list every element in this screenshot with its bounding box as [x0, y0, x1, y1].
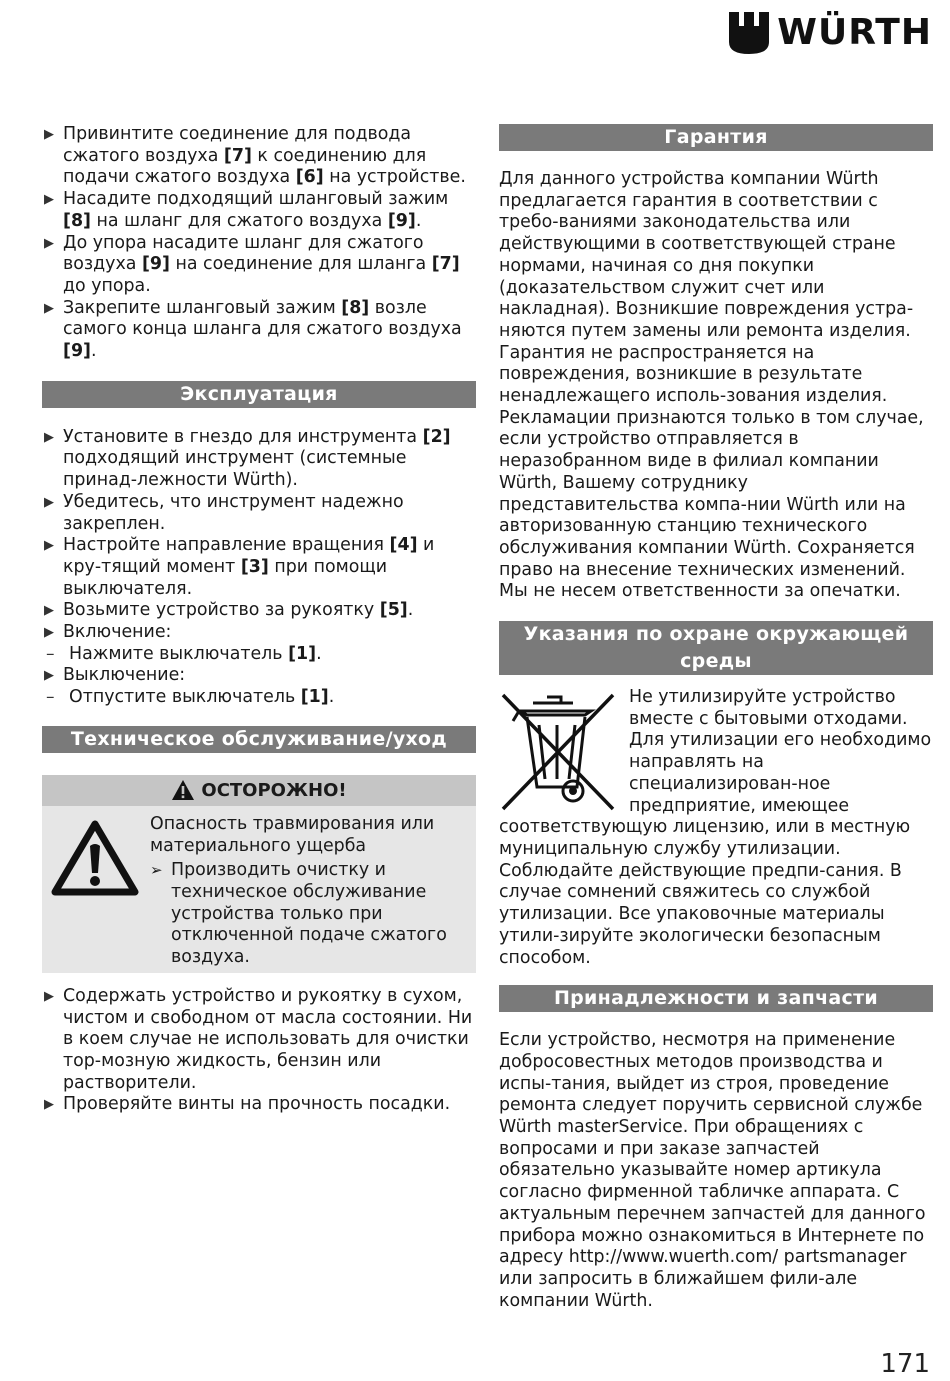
caution-instruction-text: Производить очистку и техническое обслуживание устройства только при отключенной подаче сжатого воздуха. — [171, 860, 447, 968]
list-item-text: Насадите подходящий шланговый зажим — [63, 189, 449, 210]
triangle-bullet-icon: ▶ — [44, 127, 54, 142]
list-item — [42, 687, 476, 709]
part-reference: [1] — [300, 687, 329, 708]
list-item — [42, 1094, 476, 1116]
environment-text: Не утилизируйте устройство вместе с бытовыми отходами. Для утилизации его необходимо направлять на специализирован-ное предприятие, имеющее соответствующую лицензию, или в местную муниципальную службу утилизации. Соблюдайте действующие предпи-сания. В случае сомнений свяжитесь со службой утилизации. Все упаковочные материалы утили-зируйте экологически безопасным способом. — [499, 687, 932, 968]
list-item — [42, 492, 476, 535]
list-item — [42, 124, 476, 189]
section-heading-maintenance: Техническое обслуживание/уход — [42, 726, 476, 753]
triangle-bullet-icon: ▶ — [44, 668, 54, 684]
list-item — [42, 986, 476, 1095]
part-reference: [8] — [63, 210, 91, 231]
environment-block — [499, 687, 933, 969]
wurth-logo — [729, 12, 932, 54]
part-reference: [6] — [295, 167, 324, 188]
list-item-text: при помощи выключателя. — [63, 556, 388, 599]
list-item-text: . — [91, 341, 97, 362]
list-item-text: Убедитесь, что инструмент надежно закреплен. — [63, 491, 404, 534]
crossed-out-wheelie-bin-icon — [499, 691, 617, 813]
triangle-bullet-icon: ▶ — [44, 625, 54, 641]
list-item-text: до упора. — [63, 275, 151, 296]
triangle-bullet-icon: ▶ — [44, 300, 54, 316]
list-item-text: Проверяйте винты на прочность посадки. — [63, 1094, 451, 1115]
maintenance-instructions — [42, 986, 476, 1116]
caution-body — [42, 806, 476, 973]
caution-text-block — [150, 814, 466, 969]
list-item-text: Выключение: — [63, 665, 186, 686]
section-heading-parts: Принадлежности и запчасти — [499, 985, 933, 1012]
logo-text: WÜRTH — [777, 12, 932, 53]
triangle-bullet-icon: ▶ — [44, 192, 54, 208]
list-item-text: Возьмите устройство за рукоятку — [63, 600, 380, 621]
list-item-text: Содержать устройство и рукоятку в сухом, чистом и свободном от масла состоянии. Ни в коем случае не использовать для очистки тор-мозную жидкость, бензин или растворители. — [63, 985, 473, 1093]
list-item — [42, 644, 476, 666]
list-item-text: возле самого конца шланга для сжатого воздуха — [63, 297, 462, 340]
part-reference: [7] — [431, 254, 460, 275]
section-heading-operation: Эксплуатация — [42, 381, 476, 408]
list-item-text: Включение: — [63, 622, 172, 643]
right-column — [499, 124, 933, 1312]
list-item-text: на устройстве. — [323, 167, 466, 188]
part-reference: [7] — [223, 145, 252, 166]
dash-bullet-icon: – — [46, 687, 55, 708]
list-item — [42, 665, 476, 687]
caution-instruction — [150, 860, 466, 969]
arrow-marker-icon: ➢ — [150, 861, 163, 880]
list-item-text: Привинтите соединение для подвода сжатого воздуха — [63, 124, 412, 166]
part-reference: [5] — [379, 600, 408, 621]
list-item — [42, 189, 476, 232]
caution-triangle-icon — [171, 779, 195, 801]
list-item-text: . — [407, 600, 414, 621]
part-reference: [8] — [341, 297, 370, 318]
list-item — [42, 600, 476, 622]
list-item-text: . — [415, 210, 422, 231]
list-item-text: к соединению для подачи сжатого воздуха — [63, 145, 427, 188]
part-reference: [9] — [63, 341, 91, 362]
wurth-logo-icon — [729, 12, 769, 54]
list-item — [42, 427, 476, 492]
triangle-bullet-icon: ▶ — [44, 988, 54, 1004]
list-item-text: на шланг для сжатого воздуха — [91, 210, 388, 231]
caution-text: Опасность травмирования или материального ущерба — [150, 813, 435, 856]
warranty-text: Для данного устройства компании Würth предлагается гарантия в соответствии с требо-ваниями законодательства или действующими в соответствующей стране нормами, начиная со дня покупки (доказательством служит счет или накладная). Возникшие повреждения устра-няются путем замены или ремонта изделия. Гарантия не распространяется на повреждения, возникшие в результате ненадлежащего исполь-зования изделия. Рекламации признаются только в том случае, если устройство отправляется в неразобранном виде в филиал компании Würth, Вашему сотруднику представительства компа-нии Würth или на авторизованную станцию технического обслуживания компании Würth. Сохраняется право на внесение технических изменений. — [499, 169, 924, 580]
triangle-bullet-icon: ▶ — [44, 538, 54, 554]
operation-instructions — [42, 427, 476, 709]
section-heading-environment: Указания по охране окружающей среды — [499, 621, 933, 675]
list-item-text: и кру-тящий момент — [63, 535, 435, 577]
dash-bullet-icon: – — [46, 643, 55, 664]
triangle-bullet-icon: ▶ — [44, 1097, 54, 1113]
part-reference: [1] — [288, 643, 317, 664]
left-column — [42, 124, 476, 1116]
triangle-bullet-icon: ▶ — [44, 603, 54, 619]
list-item-text: . — [316, 643, 322, 664]
list-item-text: Установите в гнездо для инструмента — [63, 426, 423, 447]
part-reference: [9] — [141, 254, 170, 275]
section-heading-warranty: Гарантия — [499, 124, 933, 151]
caution-box — [42, 775, 476, 973]
list-item — [42, 298, 476, 363]
part-reference: [3] — [240, 556, 269, 577]
list-item-text: Настройте направление вращения — [63, 535, 390, 556]
part-reference: [2] — [422, 426, 451, 447]
list-item — [42, 622, 476, 644]
parts-text: Если устройство, несмотря на применение добросовестных методов производства и испы-тания, выйдет из строя, проведение ремонта следует поручить сервисной службе Würth masterService. При обращениях с вопросами и при заказе запчастей обязательно указывайте номер артикула согласно фирменной табличке аппарата. С актуальным перечнем запчастей для данного прибора можно ознакомиться в Интернете по адресу http://www.wuerth.com/ partsmanager или запросить в ближайшем фили-але компании Würth. — [499, 1030, 926, 1311]
list-item — [42, 233, 476, 298]
list-item-text: на соединение для шланга — [169, 254, 432, 275]
list-item-text: Отпустите выключатель — [69, 687, 301, 708]
triangle-bullet-icon: ▶ — [44, 429, 54, 445]
part-reference: [9] — [387, 210, 416, 231]
list-item-text: До упора насадите шланг для сжатого воздуха — [63, 232, 424, 275]
list-item — [42, 535, 476, 600]
list-item-text: Нажмите выключатель — [69, 643, 289, 664]
connection-instructions — [42, 124, 476, 363]
page-number: 171 — [880, 1349, 930, 1379]
list-item-text: . — [328, 687, 335, 708]
list-item-text: подходящий инструмент (системные принад-лежности Würth). — [63, 448, 407, 491]
part-reference: [4] — [389, 535, 418, 556]
triangle-bullet-icon: ▶ — [44, 494, 54, 510]
triangle-bullet-icon: ▶ — [44, 235, 54, 251]
caution-header — [42, 775, 476, 806]
warning-triangle-icon — [50, 814, 150, 969]
list-item-text: Закрепите шланговый зажим — [63, 297, 342, 318]
caution-title: ОСТОРОЖНО! — [201, 779, 347, 801]
warranty-note: Мы не несем ответственности за опечатки. — [499, 581, 901, 602]
